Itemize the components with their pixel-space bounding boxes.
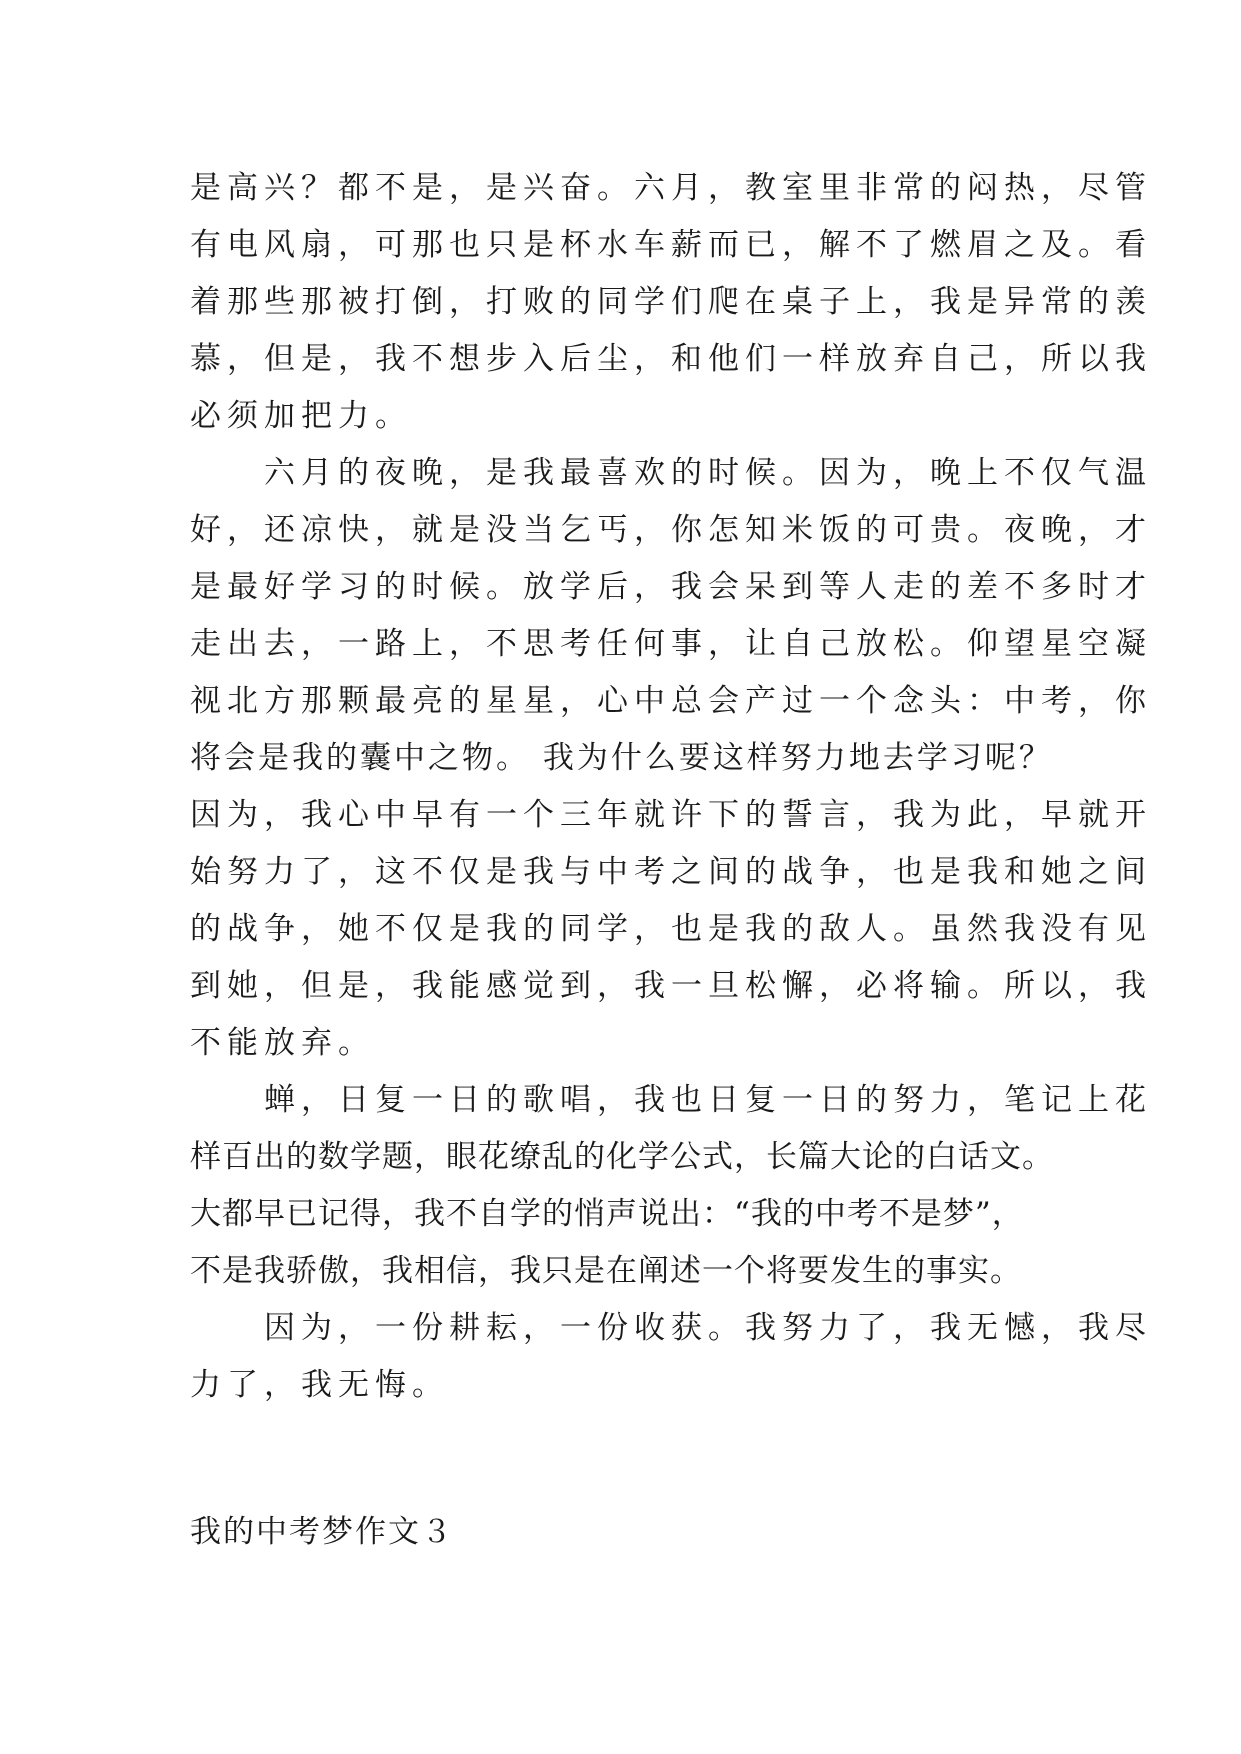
text-line: 视北方那颗最亮的星星，心中总会产过一个念头：中考，你 <box>190 683 1152 719</box>
text-line: 慕，但是，我不想步入后尘，和他们一样放弃自己，所以我 <box>190 341 1152 377</box>
text-line: 有电风扇，可那也只是杯水车薪而已，解不了燃眉之及。看 <box>190 227 1152 263</box>
text-line: 样百出的数学题，眼花缭乱的化学公式，长篇大论的白话文。 <box>190 1139 1054 1175</box>
text-line: 将会是我的囊中之物。 我为什么要这样努力地去学习呢？ <box>190 740 1053 776</box>
text-line: 到她，但是，我能感觉到，我一旦松懈，必将输。所以，我 <box>190 968 1152 1004</box>
text-line: 不能放弃。 <box>190 1025 375 1061</box>
text-line: 走出去，一路上，不思考任何事，让自己放松。仰望星空凝 <box>190 626 1152 662</box>
text-line: 始努力了，这不仅是我与中考之间的战争，也是我和她之间 <box>190 854 1152 890</box>
text-line: 因为，我心中早有一个三年就许下的誓言，我为此，早就开 <box>190 797 1152 833</box>
text-line: 六月的夜晚，是我最喜欢的时候。因为，晚上不仅气温 <box>190 455 1152 491</box>
section-heading: 我的中考梦作文３ <box>190 1514 454 1550</box>
text-line: 力了，我无悔。 <box>190 1367 449 1403</box>
text-line: 着那些那被打倒，打败的同学们爬在桌子上，我是异常的羡 <box>190 284 1152 320</box>
text-line: 大都早已记得，我不自学的悄声说出：“我的中考不是梦”， <box>190 1196 1024 1232</box>
text-line: 的战争，她不仅是我的同学，也是我的敌人。虽然我没有见 <box>190 911 1152 947</box>
essay-body <box>190 160 1152 1414</box>
text-line: 必须加把力。 <box>190 398 412 434</box>
text-line: 不是我骄傲，我相信，我只是在阐述一个将要发生的事实。 <box>190 1253 1022 1289</box>
text-line: 是最好学习的时候。放学后，我会呆到等人走的差不多时才 <box>190 569 1152 605</box>
text-line: 好，还凉快，就是没当乞丐，你怎知米饭的可贵。夜晚，才 <box>190 512 1152 548</box>
text-line: 是高兴？都不是，是兴奋。六月，教室里非常的闷热，尽管 <box>190 170 1152 206</box>
text-line: 因为，一份耕耘，一份收获。我努力了，我无憾，我尽 <box>190 1310 1152 1346</box>
text-line: 蝉，日复一日的歌唱，我也日复一日的努力，笔记上花 <box>190 1082 1152 1118</box>
